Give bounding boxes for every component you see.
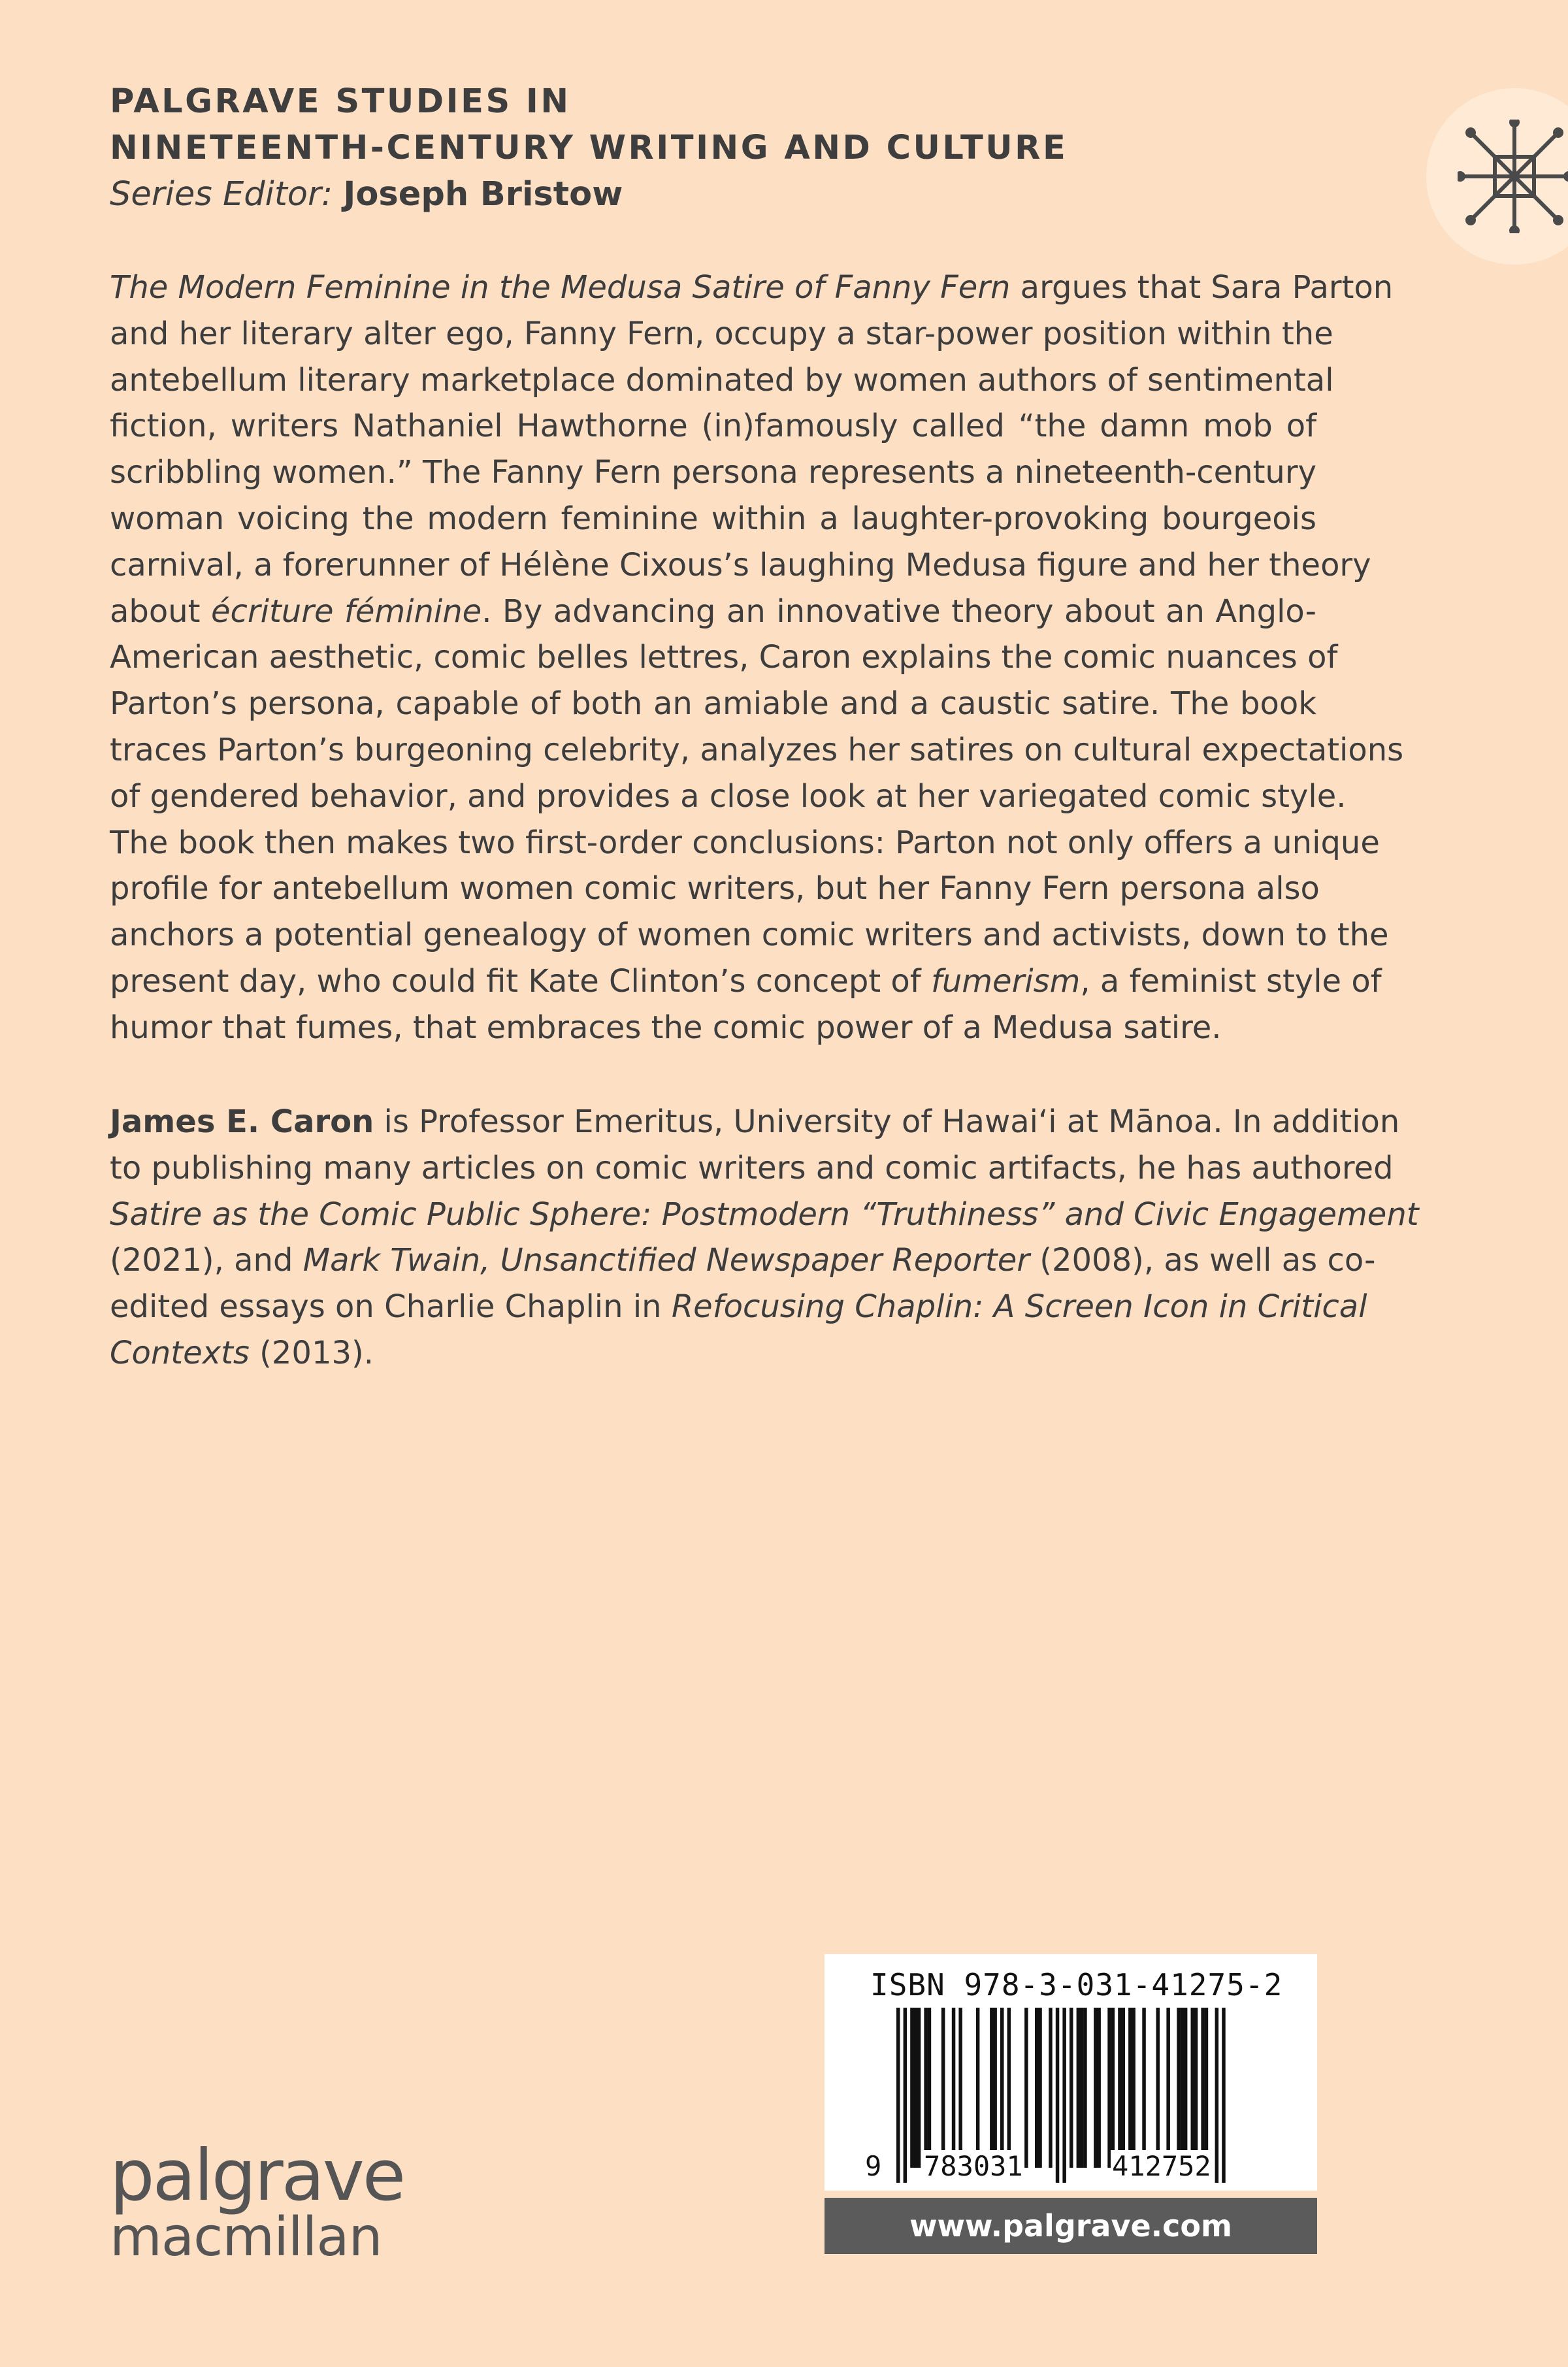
barcode-bar	[1035, 2008, 1039, 2168]
barcode-bar	[1070, 2008, 1073, 2168]
series-editor-name: Joseph Bristow	[343, 175, 623, 214]
book-description	[110, 265, 1404, 1051]
barcode-bar	[1111, 2008, 1115, 2168]
barcode-bar	[1205, 2008, 1209, 2168]
series-title-line-2: NINETEENTH-CENTURY WRITING AND CULTURE	[110, 129, 1068, 167]
barcode-bar	[1194, 2008, 1198, 2168]
barcode-bar	[928, 2008, 932, 2168]
description-line: traces Parton’s burgeoning celebrity, analyzes her satires on cultural expectations	[110, 731, 1404, 768]
barcode-bar	[993, 2008, 997, 2168]
barcode-bar	[1080, 2008, 1084, 2168]
barcode-bar	[1083, 2008, 1087, 2168]
barcode-bar	[1038, 2008, 1042, 2168]
barcode-bar	[904, 2008, 907, 2183]
series-title-line-1: PALGRAVE STUDIES IN	[110, 82, 571, 121]
barcode-bar	[976, 2008, 980, 2168]
barcode-bar	[1062, 2008, 1066, 2183]
barcode-bar	[910, 2008, 914, 2168]
description-line: of gendered behavior, and provides a close look at her variegated comic style.	[110, 777, 1347, 815]
bio-line: to publishing many articles on comic writers and comic artifacts, he has authored	[110, 1149, 1394, 1186]
barcode-bar	[1215, 2008, 1219, 2183]
description-line: present day, who could fit Kate Clinton’s concept of fumerism, a feminist style of	[110, 962, 1382, 1000]
barcode-bar	[1191, 2008, 1195, 2168]
barcode-bar	[941, 2008, 945, 2168]
description-line: fiction, writers Nathaniel Hawthorne (in)famously called “the damn mob of	[110, 408, 1316, 445]
barcode-bar	[1128, 2008, 1132, 2168]
barcode-bar	[917, 2008, 921, 2168]
barcode-bar	[1049, 2008, 1053, 2168]
barcode-bar	[1156, 2008, 1160, 2168]
publisher-url[interactable]: www.palgrave.com	[825, 2198, 1317, 2254]
barcode-bar	[1177, 2008, 1181, 2168]
barcode-bar	[1142, 2008, 1146, 2168]
description-line: about écriture féminine. By advancing an innovative theory about an Anglo-	[110, 593, 1317, 630]
barcode-bars	[825, 1954, 1317, 2191]
bio-line: Contexts (2013).	[110, 1334, 374, 1371]
barcode-bar	[1007, 2008, 1011, 2168]
description-line: humor that fumes, that embraces the comic power of a Medusa satire.	[110, 1009, 1222, 1046]
barcode-bar	[1097, 2008, 1101, 2168]
barcode-bar	[1222, 2008, 1226, 2183]
barcode-bar	[1122, 2008, 1126, 2168]
author-bio	[110, 1099, 1419, 1377]
series-editor	[110, 171, 1351, 218]
bio-line: edited essays on Charlie Chaplin in Refocusing Chaplin: A Screen Icon in Critical	[110, 1288, 1367, 1326]
barcode-bar	[1077, 2008, 1081, 2168]
barcode-bar	[1184, 2008, 1188, 2168]
series-header	[110, 78, 1351, 218]
barcode-bar	[1000, 2008, 1004, 2168]
isbn-barcode	[825, 1954, 1317, 2191]
bio-line: James E. Caron is Professor Emeritus, University of Hawaiʻi at Mānoa. In addition	[110, 1103, 1400, 1140]
publisher-logo-line-2: macmillan	[110, 2206, 382, 2268]
description-line: antebellum literary marketplace dominated by women authors of sentimental	[110, 361, 1334, 399]
isbn-number: ISBN 978-3-031-41275-2	[870, 1967, 1283, 2002]
barcode-bar	[1201, 2008, 1205, 2168]
barcode-bar	[1056, 2008, 1060, 2183]
palgrave-star-icon	[1458, 120, 1568, 233]
barcode-bar	[896, 2008, 900, 2183]
barcode-bar	[914, 2008, 918, 2168]
barcode-bar	[1181, 2008, 1184, 2168]
description-line: scribbling women.” The Fanny Fern persona represents a nineteenth-century	[110, 454, 1316, 491]
palgrave-logo-badge	[1426, 88, 1568, 265]
barcode-bar	[1107, 2008, 1111, 2168]
bio-line: Satire as the Comic Public Sphere: Postmodern “Truthiness” and Civic Engagement	[110, 1196, 1419, 1233]
description-line: Parton’s persona, capable of both an amiable and a caustic satire. The book	[110, 685, 1316, 723]
barcode-bar	[990, 2008, 994, 2168]
author-name: James E. Caron	[110, 1103, 374, 1140]
publisher-logo	[110, 2135, 404, 2268]
description-line: profile for antebellum women comic writers, but her Fanny Fern persona also	[110, 870, 1320, 907]
description-line: The book then makes two first-order conclusions: Parton not only offers a unique	[110, 824, 1380, 861]
barcode-bar	[1118, 2008, 1122, 2168]
barcode-bar	[958, 2008, 962, 2168]
barcode-bar	[1094, 2008, 1098, 2168]
barcode-digits-right: 412752	[1112, 2150, 1211, 2182]
description-line: carnival, a forerunner of Hélène Cixous’s laughing Medusa figure and her theory	[110, 546, 1371, 583]
description-line: The Modern Feminine in the Medusa Satire of Fanny Fern argues that Sara Parton	[110, 269, 1394, 306]
description-line: American aesthetic, comic belles lettres, Caron explains the comic nuances of	[110, 639, 1338, 676]
bio-line: (2021), and Mark Twain, Unsanctified Newspaper Reporter (2008), as well as co-	[110, 1242, 1376, 1279]
publisher-logo-line-1: palgrave	[110, 2135, 404, 2217]
series-editor-label: Series Editor:	[110, 175, 333, 214]
barcode-digit-first: 9	[865, 2150, 882, 2182]
barcode-bar	[924, 2008, 928, 2168]
description-line: woman voicing the modern feminine within a laughter-provoking bourgeois	[110, 500, 1316, 537]
description-line: and her literary alter ego, Fanny Fern, occupy a star-power position within the	[110, 315, 1333, 352]
description-line: anchors a potential genealogy of women comic writers and activists, down to the	[110, 917, 1389, 954]
barcode-bar	[1166, 2008, 1170, 2168]
barcode-bar	[1132, 2008, 1135, 2168]
barcode-bar	[952, 2008, 956, 2168]
barcode-digits-left: 783031	[924, 2150, 1023, 2182]
barcode-bar	[1024, 2008, 1028, 2168]
